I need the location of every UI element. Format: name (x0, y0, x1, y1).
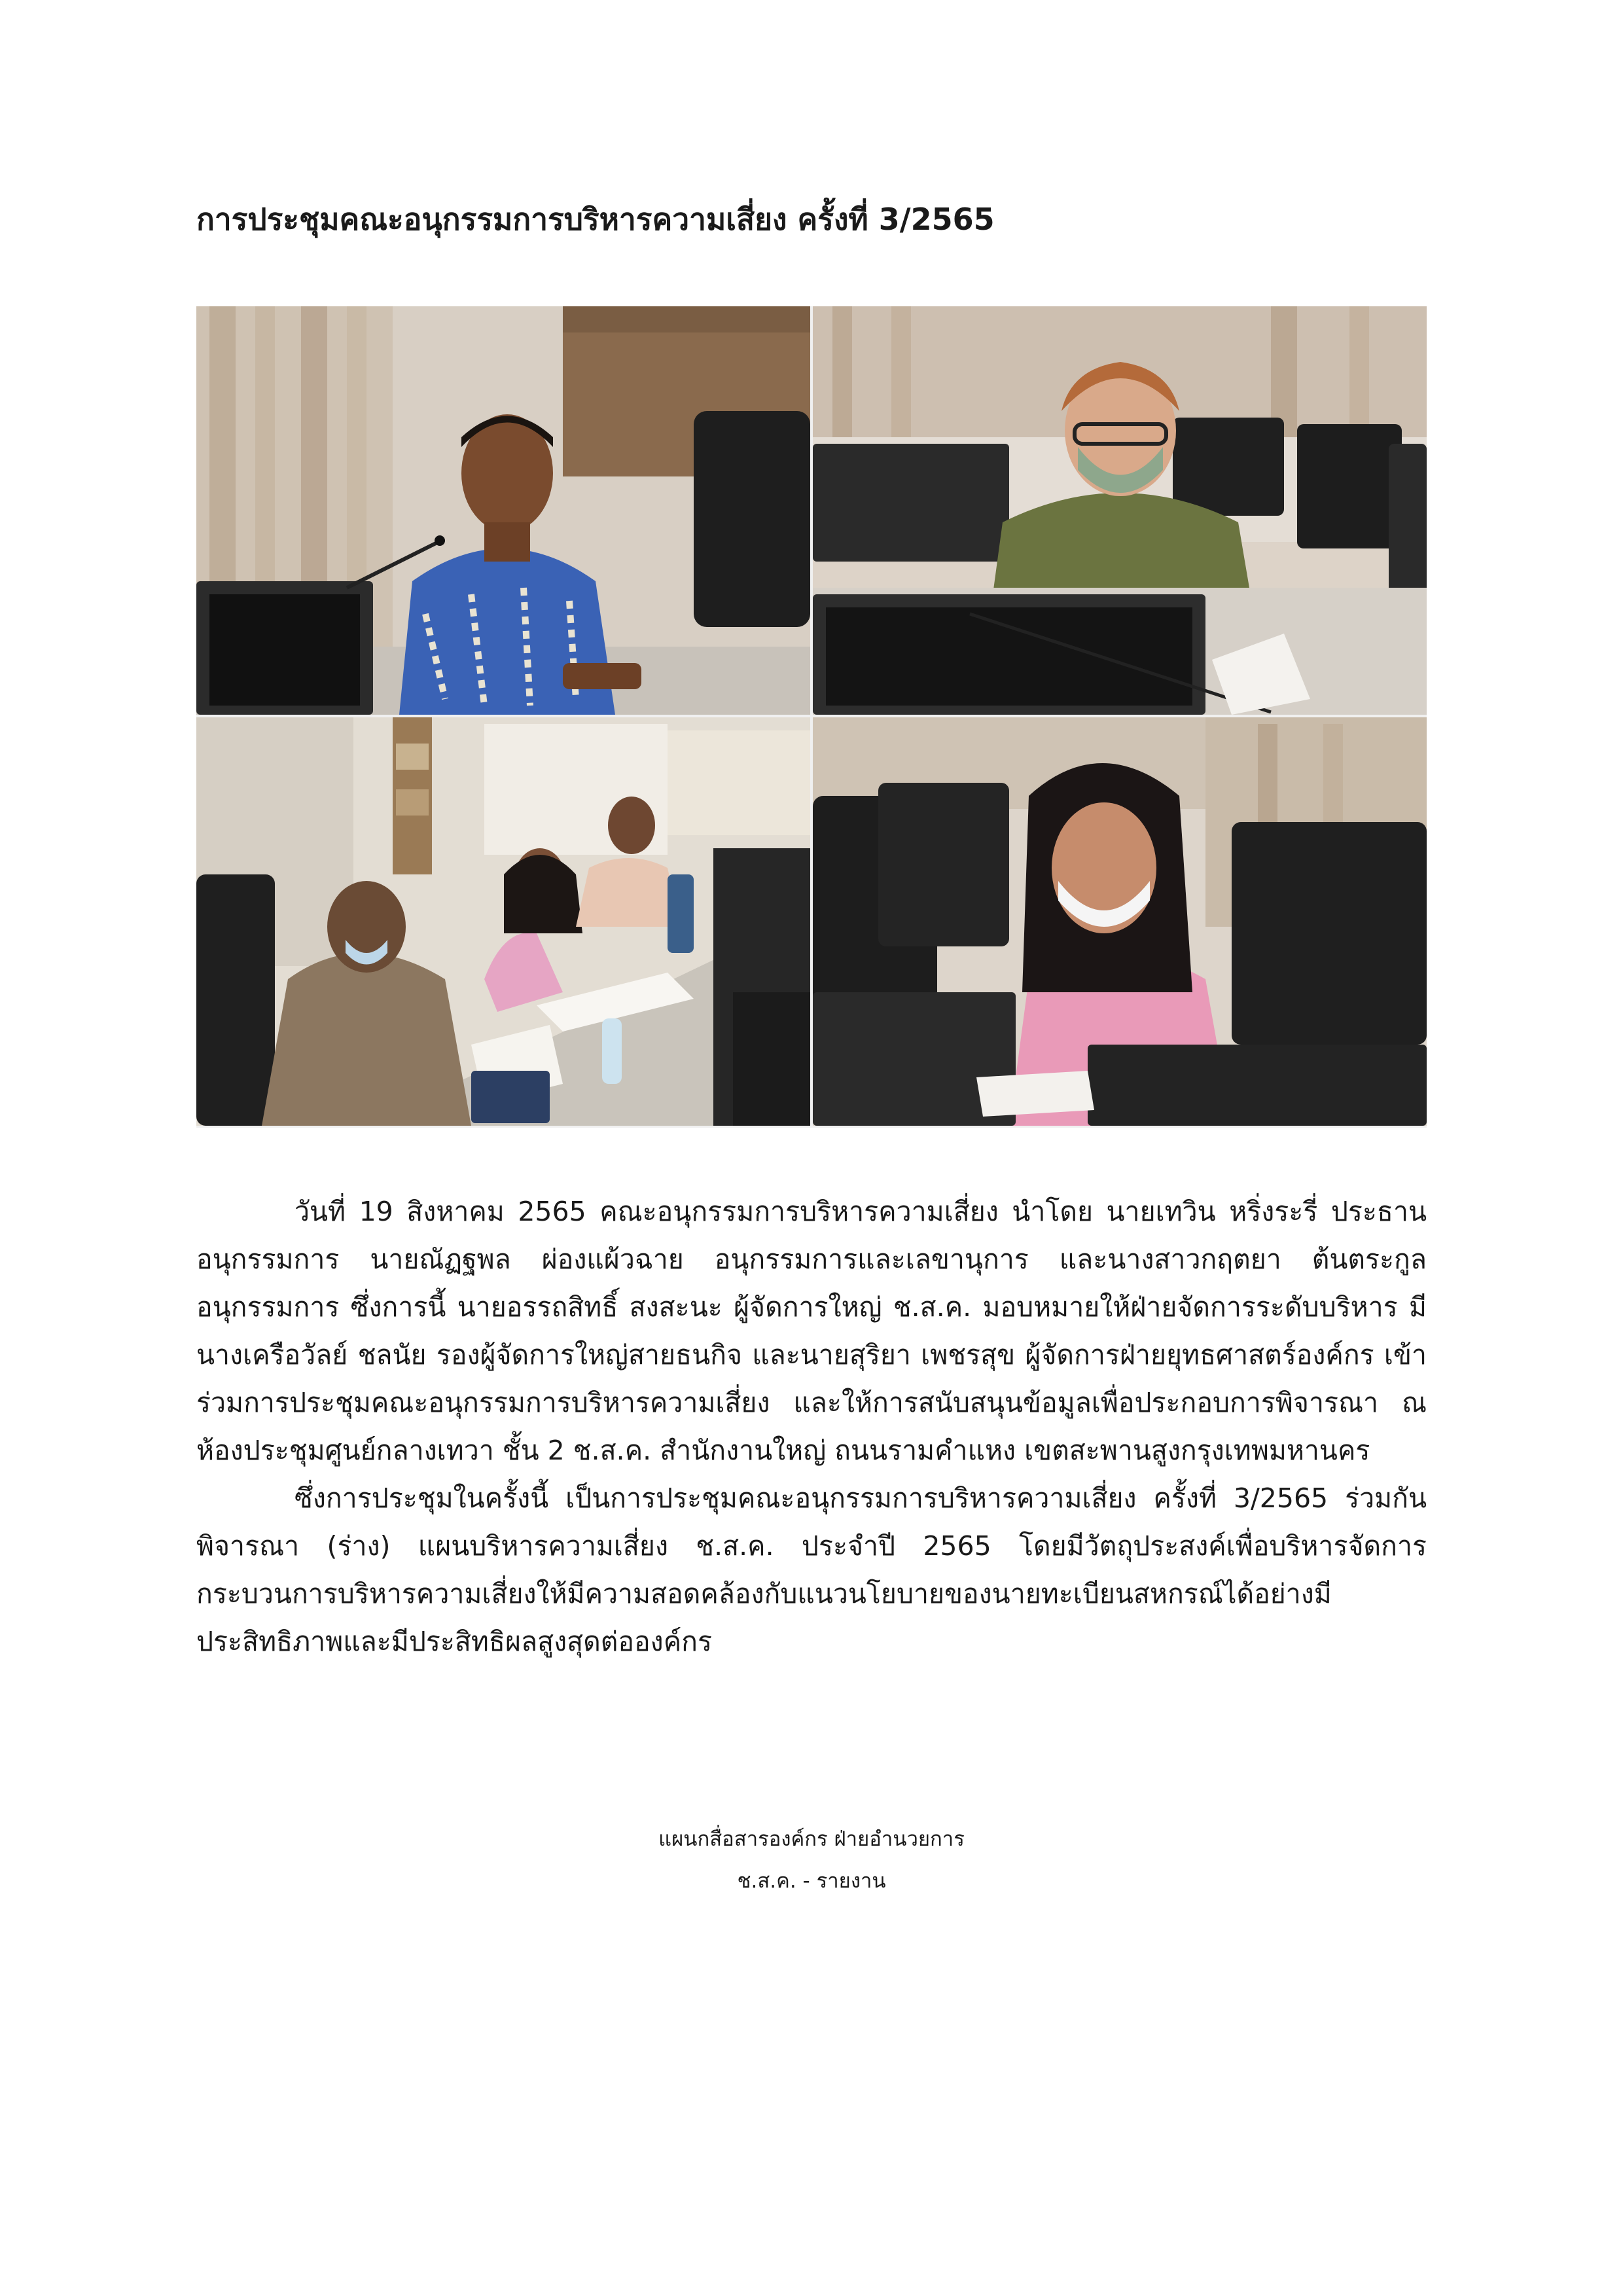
chairman-photo-illustration (196, 306, 810, 715)
footer-report-credit: ช.ส.ค. - รายงาน (737, 1869, 886, 1893)
meeting-photo-chairman (196, 306, 810, 715)
article-body (196, 1188, 1427, 1666)
footer-department: แผนกสื่อสารองค์กร ฝ่ายอำนวยการ (658, 1827, 965, 1851)
table-overview-photo-illustration (196, 717, 810, 1126)
meeting-photo-table-overview (196, 717, 810, 1126)
body-paragraph-2: ซึ่งการประชุมในครั้งนี้ เป็นการประชุมคณะอนุกรรมการบริหารความเสี่ยง ครั้งที่ 3/2565 ร่วมกันพิจารณา (ร่าง) แผนบริหารความเสี่ยง ช.ส.ค. ประจำปี 2565 โดยมีวัตถุประสงค์เพื่อบริหารจัดการกระบวนการบริหารความเสี่ยงให้มีความสอดคล้องกับแนวนโยบายของนายทะเบียนสหกรณ์ได้อย่างมีประสิทธิภาพและมีประสิทธิผลสูงสุดต่อองค์กร (196, 1482, 1427, 1657)
page-title: การประชุมคณะอนุกรรมการบริหารความเสี่ยง ครั้งที่ 3/2565 (196, 202, 995, 237)
participant-photo-illustration (813, 717, 1427, 1126)
report-footer (196, 1818, 1427, 1902)
meeting-photo-committee-member (813, 306, 1427, 715)
photo-collage (196, 306, 1427, 1128)
meeting-photo-participant (813, 717, 1427, 1126)
committee-member-photo-illustration (813, 306, 1427, 715)
body-paragraph-1: วันที่ 19 สิงหาคม 2565 คณะอนุกรรมการบริหารความเสี่ยง นำโดย นายเทวิน หริ่งระรี่ ประธานอนุกรรมการ นายณัฏฐพล ผ่องแผ้วฉาย อนุกรรมการและเลขานุการ และนางสาวกฤตยา ต้นตระกูลอนุกรรมการ ซึ่งการนี้ นายอรรถสิทธิ์ สงสะนะ ผู้จัดการใหญ่ ช.ส.ค. มอบหมายให้ฝ่ายจัดการระดับบริหาร มีนางเครือวัลย์ ชลนัย รองผู้จัดการใหญ่สายธนกิจ และนายสุริยา เพชรสุข ผู้จัดการฝ่ายยุทธศาสตร์องค์กร เข้าร่วมการประชุมคณะอนุกรรมการบริหารความเสี่ยง และให้การสนับสนุนข้อมูลเพื่อประกอบการพิจารณา ณ ห้องประชุมศูนย์กลางเทวา ชั้น 2 ช.ส.ค. สำนักงานใหญ่ ถนนรามคำแหง เขตสะพานสูงกรุงเทพมหานคร (196, 1196, 1427, 1466)
